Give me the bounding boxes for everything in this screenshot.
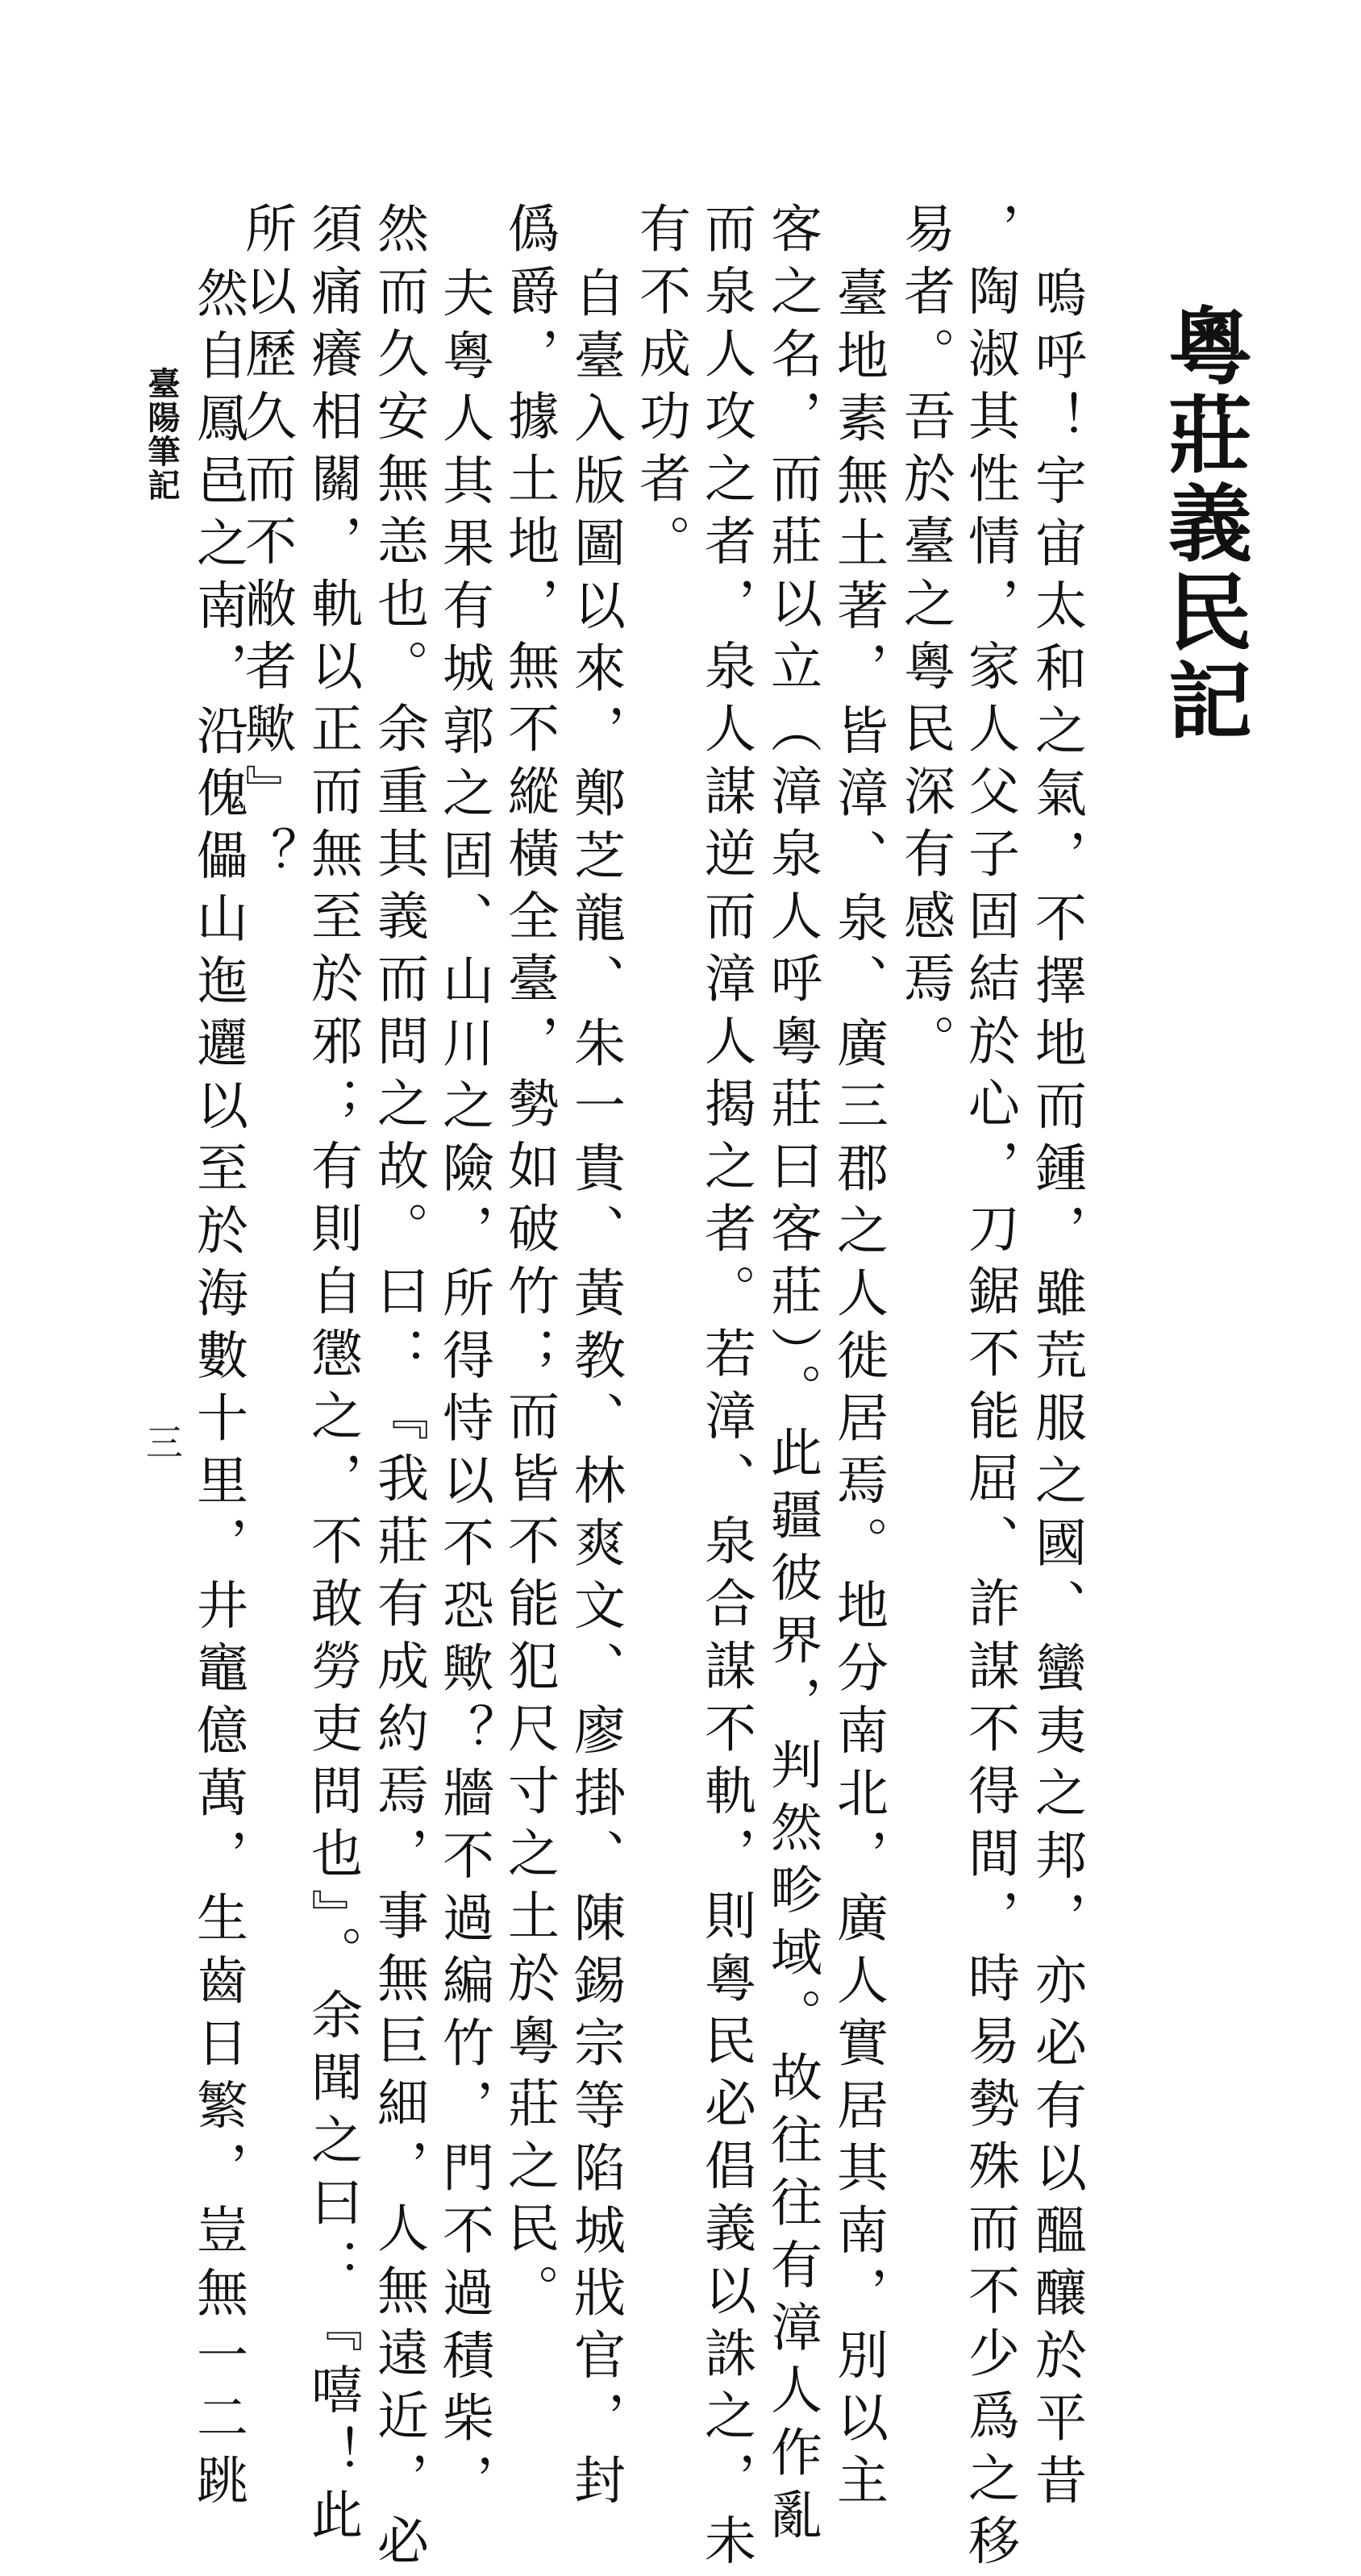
text-column: 而泉人攻之者，泉人謀逆而漳人揭之者。若漳、泉合謀不軌，則粵民必倡義以誅之，未 (696, 202, 755, 2576)
page-number: 三 (140, 1423, 184, 1460)
text-column: ，陶淑其性情，家人父子固結於心，刀鋸不能屈、詐謀不得間，時易勢殊而不少爲之移 (959, 202, 1019, 2576)
text-column: 夫粵人其果有城郭之固、山川之險，所得恃以不恐歟？牆不過編竹，門不過積柴， (434, 266, 493, 2516)
text-column: 所以歷久而不敝者歟』？ (236, 202, 296, 889)
chapter-title: 粵莊義民記 (1154, 302, 1253, 746)
text-column: 然自鳳邑之南，沿傀儡山迤邐以至於海數十里，井竈億萬，生齒日繁，豈無一二跳 (188, 266, 248, 2516)
text-column: 臺地素無土著，皆漳、泉、廣三郡之人徙居焉。地分南北，廣人實居其南，別以主 (828, 266, 888, 2516)
text-column: 僞爵，據土地，無不縱橫全臺，勢如破竹；而皆不能犯尺寸之土於粵莊之民。 (499, 202, 559, 2326)
text-column: 然而久安無恙也。余重其義而問之故。曰：『我莊有成約焉，事無巨細，人無遠近，必 (368, 202, 428, 2576)
text-column: 易者。吾於臺之粵民深有感焉。 (895, 202, 955, 1076)
text-column: 有不成功者。 (631, 202, 690, 576)
text-column: 須痛癢相關，軌以正而無至於邪；有則自懲之，不敢勞吏問也』。余聞之曰：『嘻！此 (302, 202, 362, 2550)
book-title-footer: 臺陽筆記 (143, 367, 181, 502)
text-column: 客之名，而莊以立（漳泉人呼粵莊曰客莊）。此疆彼界，判然畛域。故往往有漳人作亂 (762, 202, 822, 2550)
text-column: 自臺入版圖以來，鄭芝龍、朱一貴、黃教、林爽文、廖掛、陳錫宗等陷城戕官，封 (565, 266, 625, 2516)
text-column: 嗚呼！宇宙太和之氣，不擇地而鍾，雖荒服之國、蠻夷之邦，亦必有以醞釀於平昔 (1026, 266, 1086, 2516)
